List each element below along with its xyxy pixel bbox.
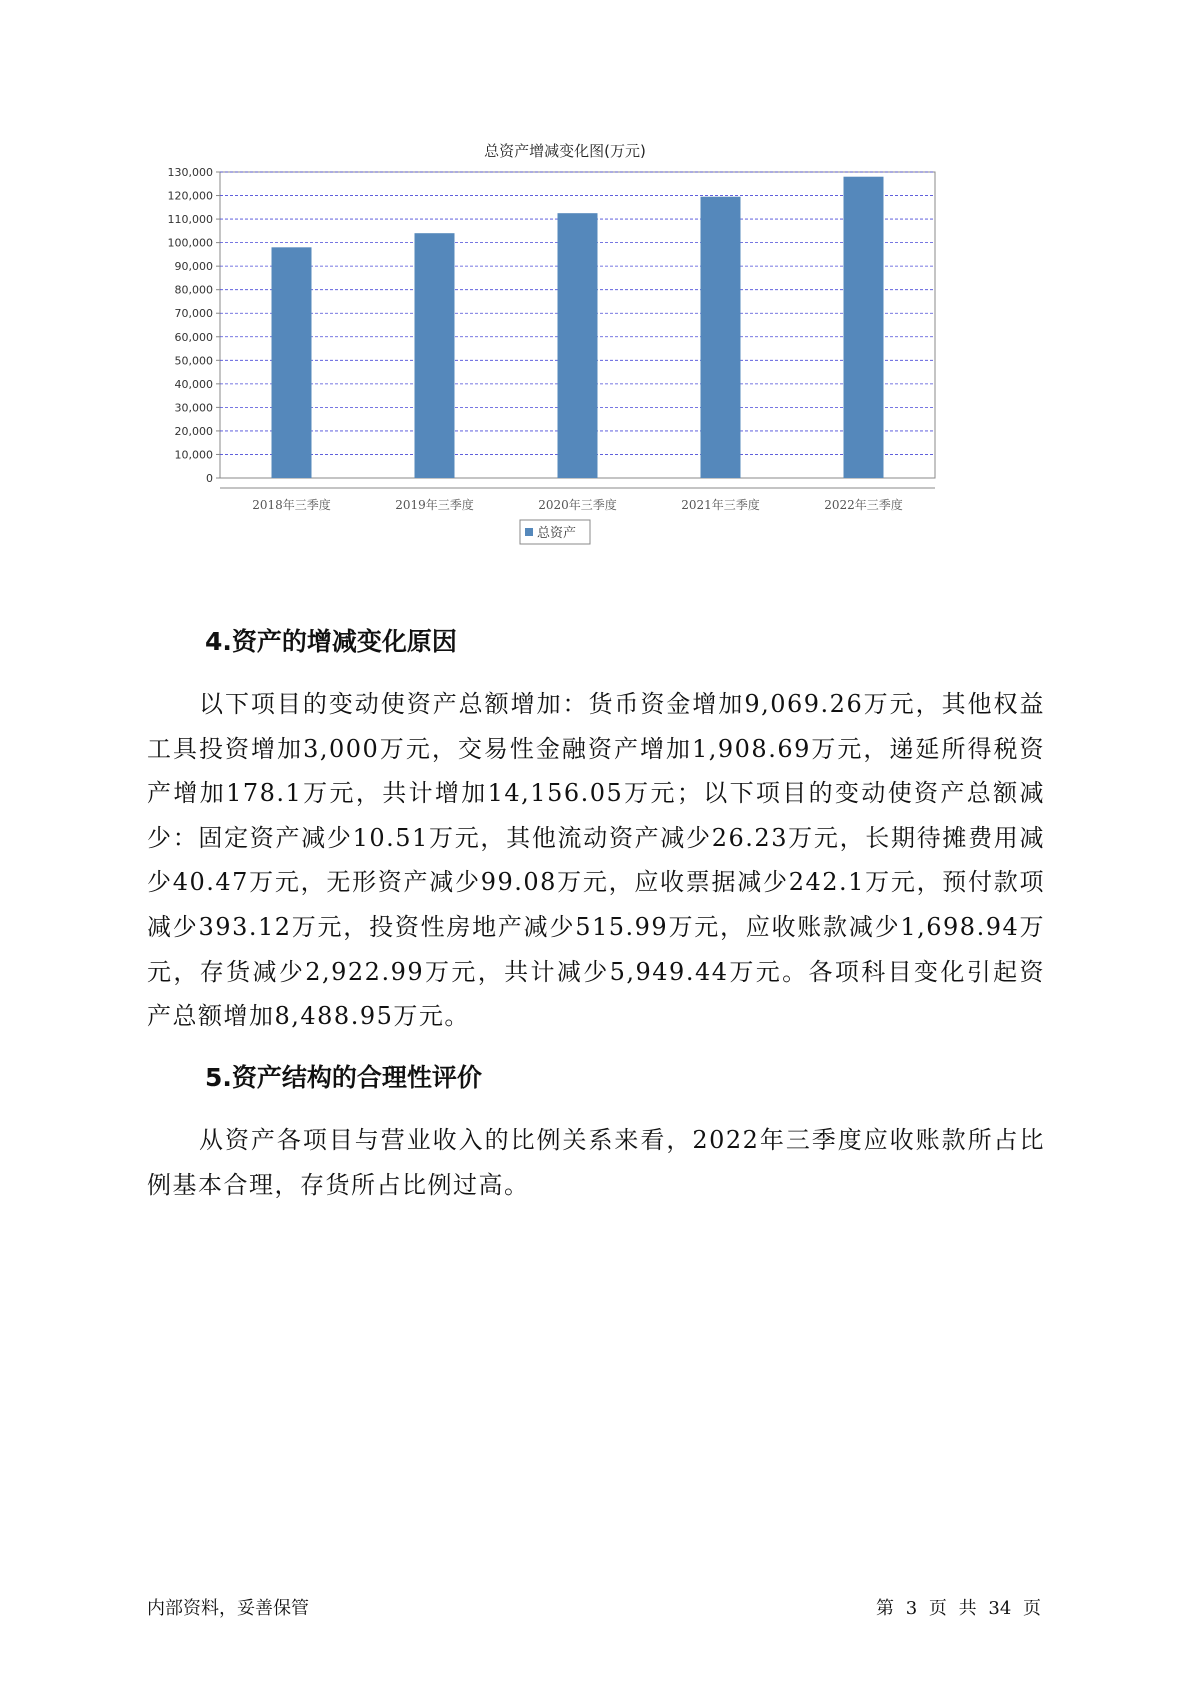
section-heading-asset-structure-evaluation: 5.资产结构的合理性评价 [205, 1063, 482, 1092]
y-tick-label: 110,000 [167, 213, 213, 227]
chart-title: 总资产增减变化图(万元) [484, 142, 646, 160]
y-tick-label: 70,000 [174, 307, 213, 321]
legend-label: 总资产 [537, 526, 577, 541]
bar-total-assets-2 [415, 233, 455, 478]
y-tick-label: 50,000 [174, 354, 213, 368]
x-category-label: 2021年三季度 [681, 498, 760, 512]
y-tick-label: 130,000 [167, 166, 213, 179]
y-tick-label: 90,000 [174, 260, 213, 274]
footer-page-number: 第 3 页 共 34 页 [876, 1598, 1041, 1619]
y-tick-label: 30,000 [174, 401, 213, 415]
asset-change-reasons-paragraph: 以下项目的变动使资产总额增加：货币资金增加9,069.26万元，其他权益工具投资增加3,000万元，交易性金融资产增加1,908.69万元，递延所得税资产增加178.1万元，共计增加14,156.05万元；以下项目的变动使资产总额减少：固定资产减少10.51万元，其他流动资产减少26.23万元，长期待摊费用减少40.47万元，无形资产减少99.08万元，应收票据减少242.1万元，预付款项减少393.12万元，投资性房地产减少515.99万元，应收账款减少1,698.94万元，存货减少2,922.99万元，共计减少5,949.44万元。各项科目变化引起资产总额增加8,488.95万元。 [147, 690, 1045, 1031]
x-category-label: 2018年三季度 [252, 498, 331, 512]
x-category-label: 2020年三季度 [538, 498, 617, 512]
x-category-label: 2019年三季度 [395, 498, 474, 512]
section-heading-asset-change-reasons: 4.资产的增减变化原因 [205, 627, 457, 656]
x-category-label: 2022年三季度 [824, 498, 903, 512]
y-tick-label: 100,000 [167, 236, 213, 250]
y-tick-label: 10,000 [174, 448, 213, 462]
y-tick-label: 80,000 [174, 283, 213, 297]
y-tick-label: 120,000 [167, 189, 213, 203]
bar-total-assets-3 [558, 213, 598, 478]
total-assets-bar-chart [160, 140, 960, 560]
legend-swatch [525, 528, 533, 536]
y-tick-label: 40,000 [174, 377, 213, 391]
y-tick-label: 20,000 [174, 424, 213, 438]
bar-total-assets-1 [272, 247, 312, 478]
y-tick-label: 60,000 [174, 330, 213, 344]
bar-total-assets-5 [844, 177, 884, 478]
footer-confidential-note: 内部资料，妥善保管 [147, 1598, 309, 1619]
bar-total-assets-4 [701, 197, 741, 478]
asset-structure-evaluation-paragraph: 从资产各项目与营业收入的比例关系来看，2022年三季度应收账款所占比例基本合理，存货所占比例过高。 [147, 1126, 1045, 1199]
y-tick-label: 0 [206, 472, 213, 485]
